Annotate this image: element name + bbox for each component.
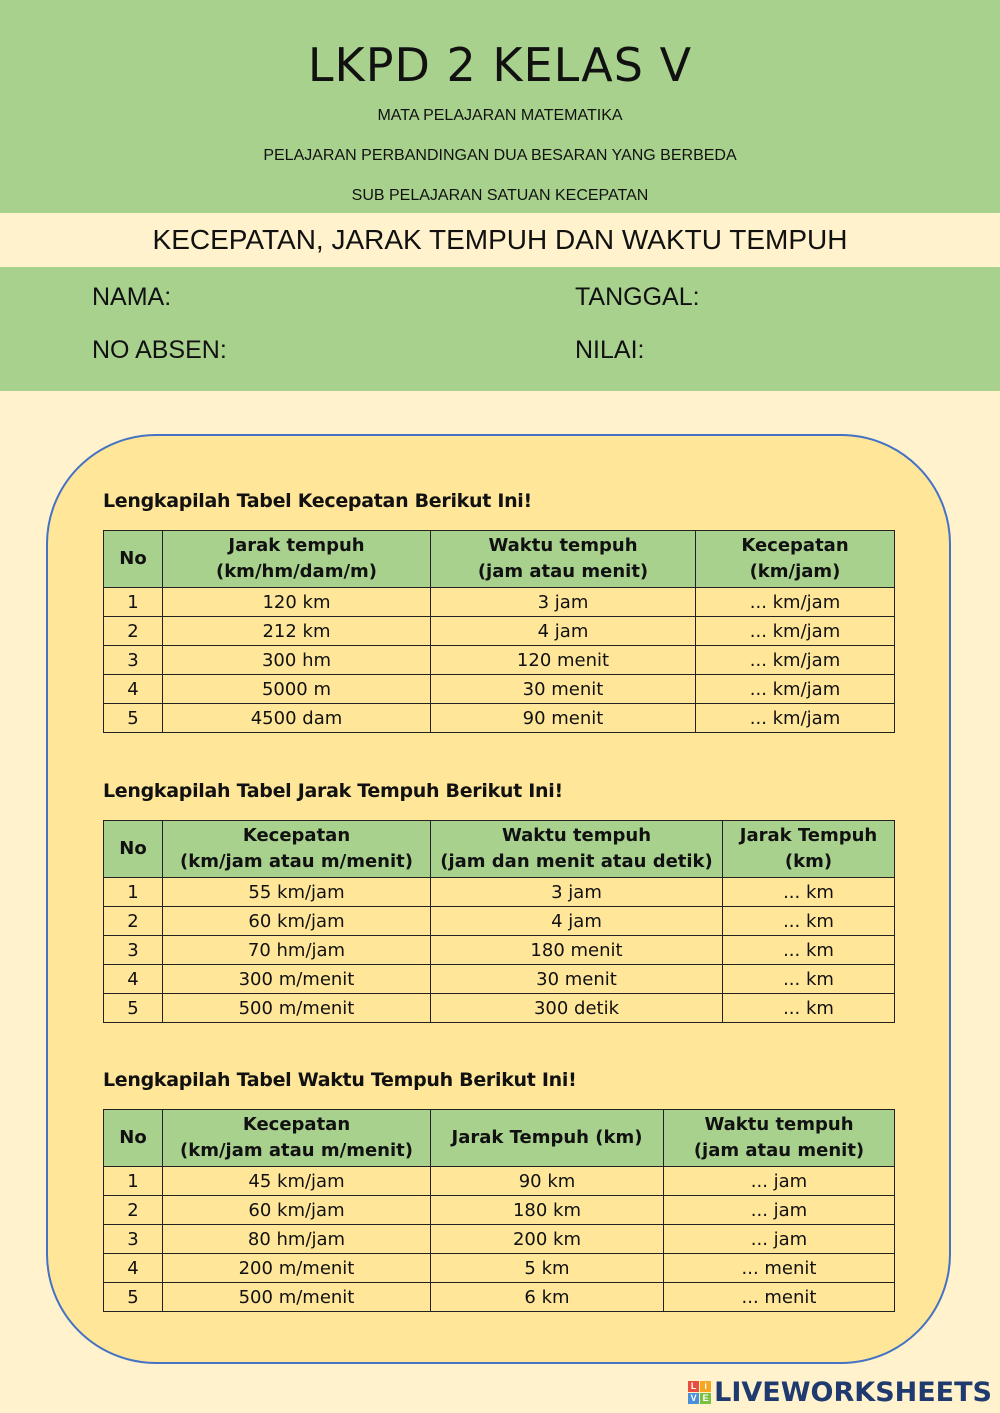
answer-cell[interactable]: ... km/jam [696,617,895,646]
answer-cell[interactable]: ... km/jam [696,646,895,675]
cell: 4 jam [431,617,696,646]
liveworksheets-logo[interactable] [688,1377,992,1407]
cell: 6 km [431,1283,664,1312]
column-header: Jarak Tempuh (km) [723,821,895,878]
table-row [104,675,895,704]
cell: 3 jam [431,588,696,617]
cell-no: 1 [104,588,163,617]
cell-no: 2 [104,1196,163,1225]
table-row [104,1196,895,1225]
table-row [104,965,895,994]
table-row [104,704,895,733]
table-row [104,588,895,617]
column-header: Kecepatan (km/jam atau m/menit) [163,821,431,878]
column-header: No [104,531,163,588]
lesson-line: PELAJARAN PERBANDINGAN DUA BESARAN YANG BERBEDA [263,147,737,164]
header-banner [0,0,1000,213]
table-header-row [104,821,895,878]
column-header: Waktu tempuh (jam dan menit atau detik) [431,821,723,878]
answer-cell[interactable]: ... menit [664,1254,895,1283]
cell-no: 5 [104,704,163,733]
table-heading-speed: Lengkapilah Tabel Kecepatan Berikut Ini! [103,490,532,512]
cell-no: 2 [104,617,163,646]
table-row [104,1254,895,1283]
worksheet-title: LKPD 2 KELAS V [307,38,693,92]
answer-cell[interactable]: ... km/jam [696,704,895,733]
subject-line: MATA PELAJARAN MATEMATIKA [377,107,623,124]
name-label: NAMA: [92,283,172,311]
cell: 60 km/jam [163,907,431,936]
distance-table [103,820,895,1023]
cell: 90 km [431,1167,664,1196]
time-table [103,1109,895,1312]
cell-no: 3 [104,936,163,965]
liveworksheets-logo-text: LIVEWORKSHEETS [714,1376,992,1408]
column-header: No [104,821,163,878]
cell: 60 km/jam [163,1196,431,1225]
cell: 5000 m [163,675,431,704]
column-header: Jarak tempuh (km/hm/dam/m) [163,531,431,588]
table-row [104,1167,895,1196]
cell-no: 4 [104,1254,163,1283]
cell: 4500 dam [163,704,431,733]
answer-cell[interactable]: ... jam [664,1167,895,1196]
column-header: No [104,1110,163,1167]
cell: 120 menit [431,646,696,675]
cell-no: 3 [104,646,163,675]
answer-cell[interactable]: ... km/jam [696,675,895,704]
answer-cell[interactable]: ... km/jam [696,588,895,617]
cell-no: 3 [104,1225,163,1254]
answer-cell[interactable]: ... km [723,878,895,907]
cell: 300 detik [431,994,723,1023]
cell: 45 km/jam [163,1167,431,1196]
cell-no: 1 [104,1167,163,1196]
table-row [104,617,895,646]
table-heading-time: Lengkapilah Tabel Waktu Tempuh Berikut Ini! [103,1069,577,1091]
table-row [104,936,895,965]
cell: 180 menit [431,936,723,965]
column-header: Waktu tempuh (jam atau menit) [664,1110,895,1167]
cell: 80 hm/jam [163,1225,431,1254]
score-label: NILAI: [575,336,645,364]
student-identity-box [0,267,1000,391]
cell: 180 km [431,1196,664,1225]
column-header: Waktu tempuh (jam atau menit) [431,531,696,588]
topic-title: KECEPATAN, JARAK TEMPUH DAN WAKTU TEMPUH [0,213,1000,267]
table-row [104,646,895,675]
cell: 300 hm [163,646,431,675]
cell: 500 m/menit [163,994,431,1023]
cell-no: 4 [104,675,163,704]
table-row [104,1283,895,1312]
cell: 55 km/jam [163,878,431,907]
table-header-row [104,531,895,588]
answer-cell[interactable]: ... km [723,936,895,965]
table-header-row [104,1110,895,1167]
cell: 4 jam [431,907,723,936]
cell: 30 menit [431,675,696,704]
cell: 200 km [431,1225,664,1254]
answer-cell[interactable]: ... jam [664,1225,895,1254]
answer-cell[interactable]: ... km [723,994,895,1023]
table-row [104,878,895,907]
cell: 70 hm/jam [163,936,431,965]
cell: 200 m/menit [163,1254,431,1283]
cell-no: 2 [104,907,163,936]
cell-no: 4 [104,965,163,994]
table-row [104,907,895,936]
answer-cell[interactable]: ... menit [664,1283,895,1312]
sub-lesson-line: SUB PELAJARAN SATUAN KECEPATAN [351,187,649,204]
cell: 3 jam [431,878,723,907]
table-row [104,1225,895,1254]
cell: 212 km [163,617,431,646]
cell-no: 5 [104,1283,163,1312]
cell-no: 1 [104,878,163,907]
cell: 500 m/menit [163,1283,431,1312]
cell: 300 m/menit [163,965,431,994]
liveworksheets-logo-icon: L i V E [688,1381,711,1404]
column-header: Kecepatan (km/jam) [696,531,895,588]
date-label: TANGGAL: [575,283,700,311]
answer-cell[interactable]: ... jam [664,1196,895,1225]
absen-label: NO ABSEN: [92,336,227,364]
cell-no: 5 [104,994,163,1023]
cell: 90 menit [431,704,696,733]
table-heading-distance: Lengkapilah Tabel Jarak Tempuh Berikut Ini! [103,780,563,802]
answer-cell[interactable]: ... km [723,907,895,936]
cell: 30 menit [431,965,723,994]
column-header: Kecepatan (km/jam atau m/menit) [163,1110,431,1167]
answer-cell[interactable]: ... km [723,965,895,994]
column-header: Jarak Tempuh (km) [431,1110,664,1167]
speed-table [103,530,895,733]
cell: 120 km [163,588,431,617]
cell: 5 km [431,1254,664,1283]
table-row [104,994,895,1023]
